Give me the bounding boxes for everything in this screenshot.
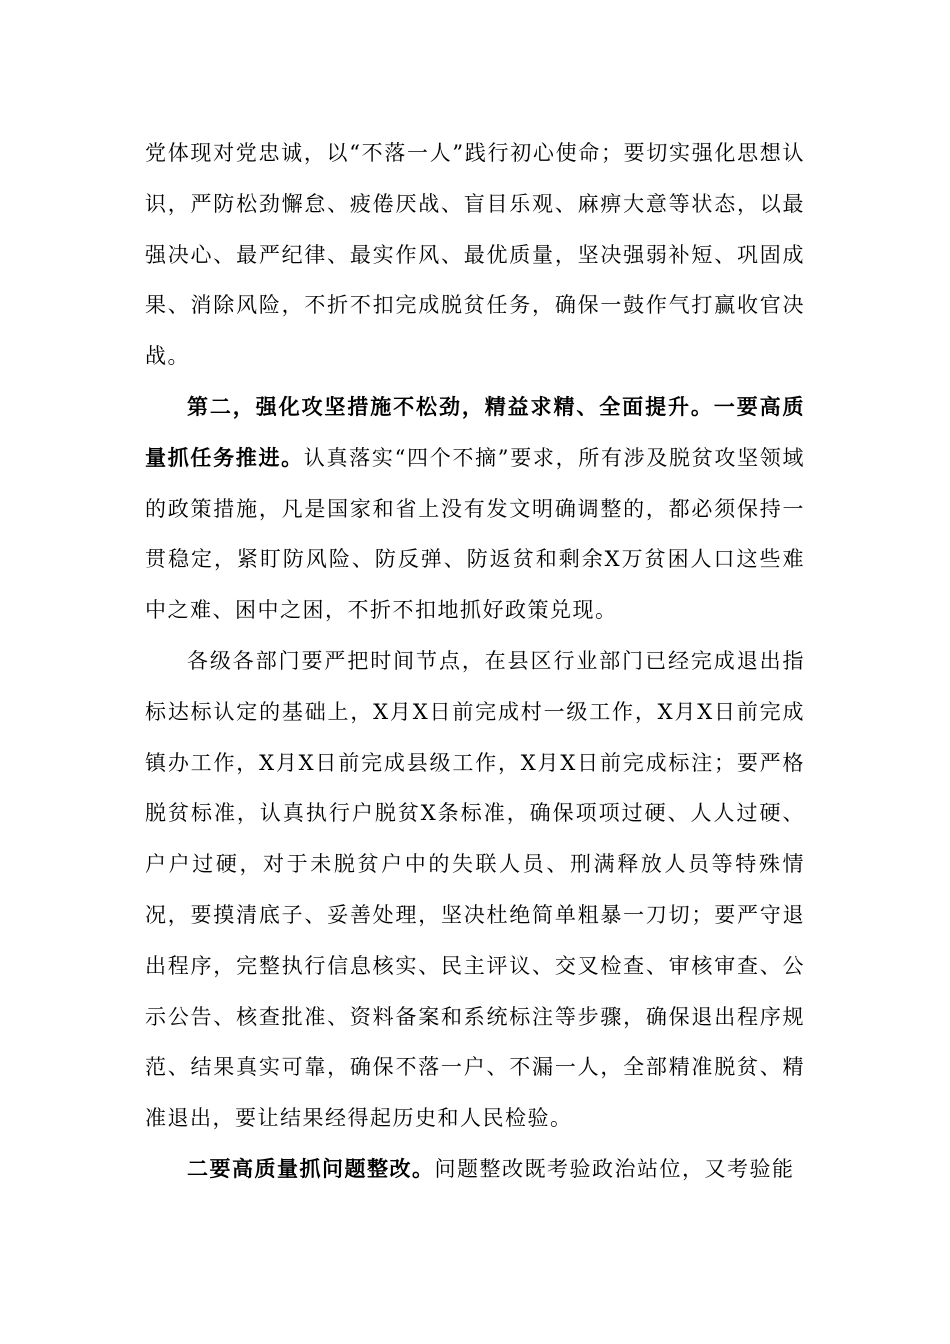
paragraph-3 bbox=[145, 636, 805, 1144]
paragraph-1-text: 党体现对党忠诚，以“不落一人”践行初心使命；要切实强化思想认识，严防松劲懈怠、疲倦厌战、盲目乐观、麻痹大意等状态，以最强决心、最严纪律、最实作风、最优质量，坚决强弱补短、巩固成果、消除风险，不折不扣完成脱贫任务，确保一鼓作气打赢收官决战。 bbox=[145, 141, 805, 369]
paragraph-3-text: 各级各部门要严把时间节点，在县区行业部门已经完成退出指标达标认定的基础上，X月X日前完成村一级工作，X月X日前完成镇办工作，X月X日前完成县级工作，X月X日前完成标注；要严格脱贫标准，认真执行户脱贫X条标准，确保项项过硬、人人过硬、户户过硬，对于未脱贫户中的失联人员、刑满释放人员等特殊情况，要摸清底子、妥善处理，坚决杜绝简单粗暴一刀切；要严守退出程序，完整执行信息核实、民主评议、交叉检查、审核审查、公示公告、核查批准、资料备案和系统标注等步骤，确保退出程序规范、结果真实可靠，确保不落一户、不漏一人，全部精准脱贫、精准退出，要让结果经得起历史和人民检验。 bbox=[145, 648, 805, 1131]
paragraph-4 bbox=[145, 1144, 805, 1195]
paragraph-4-text: 问题整改既考验政治站位，又考验能 bbox=[434, 1156, 795, 1181]
paragraph-1 bbox=[145, 128, 805, 382]
document-body bbox=[145, 128, 805, 1195]
paragraph-2-heading: 第二，强化攻坚措施不松劲，精益求精、全面提升。一要高质量抓任务推进。 bbox=[145, 393, 805, 470]
paragraph-2 bbox=[145, 382, 805, 636]
paragraph-2-text: 认真落实“四个不摘”要求，所有涉及脱贫攻坚领域的政策措施，凡是国家和省上没有发文明确调整的，都必须保持一贯稳定，紧盯防风险、防反弹、防返贫和剩余X万贫困人口这些难中之难、困中之困，不折不扣地抓好政策兑现。 bbox=[145, 445, 805, 623]
paragraph-4-heading: 二要高质量抓问题整改。 bbox=[187, 1155, 435, 1181]
